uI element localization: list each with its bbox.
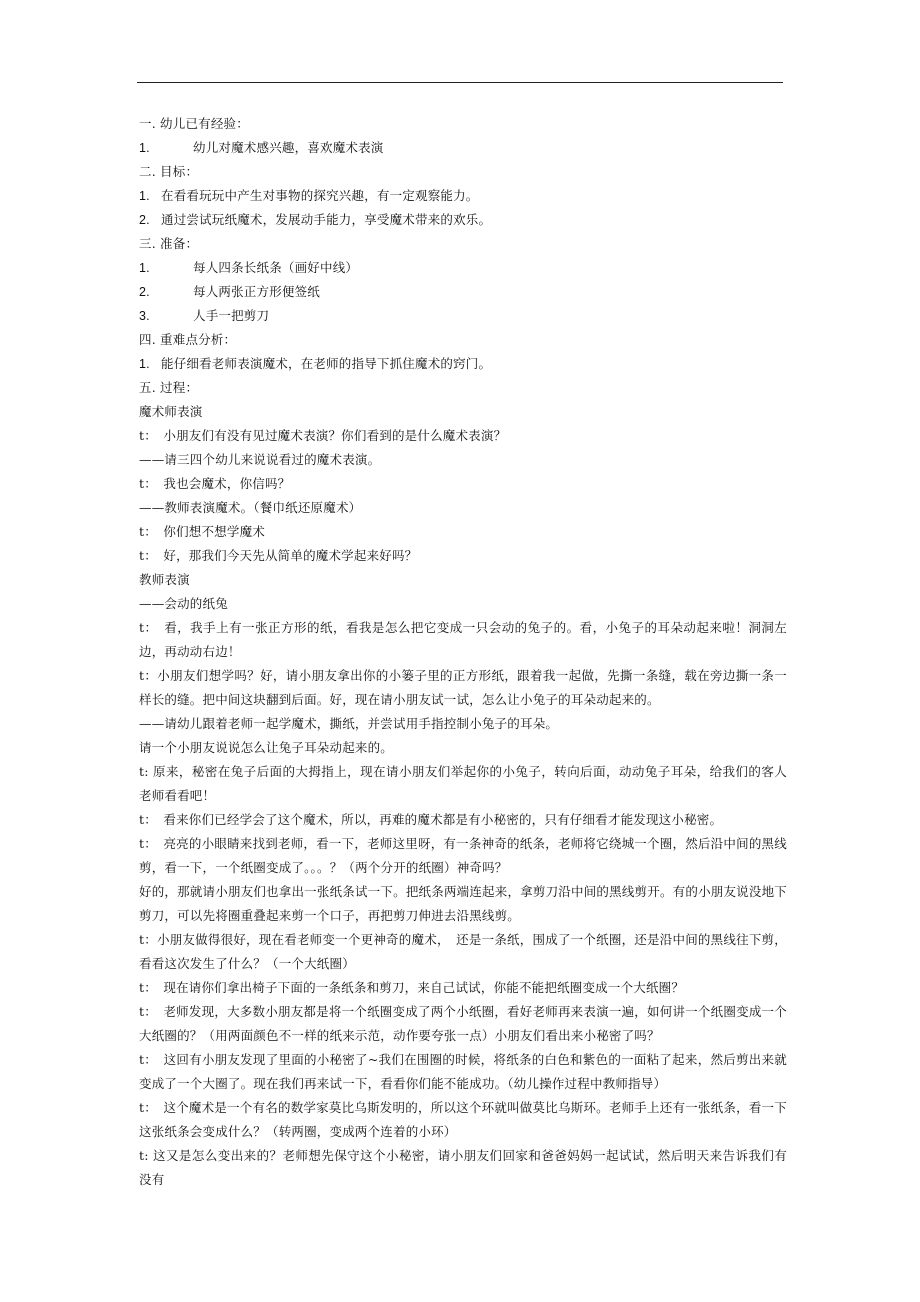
paragraph: t： 这回有小朋友发现了里面的小秘密了~我们在围圈的时候，将纸条的白色和紫色的一面粘了起来，然后剪出来就变成了一个大圈了。现在我们再来试一下，看看你们能不能成功。（幼儿操作过程中教师指导） [139, 1052, 787, 1091]
list-item [139, 280, 787, 304]
paragraph: t： 好，那我们今天先从简单的魔术学起来好吗？ [139, 548, 418, 563]
list-item [139, 136, 787, 160]
list-item [139, 256, 787, 280]
paragraph: t： 看，我手上有一张正方形的纸，看我是怎么把它变成一只会动的兔子的。看，小兔子的耳朵动起来啦！洞洞左边，再动动右边！ [139, 620, 787, 659]
paragraph: t： 现在请你们拿出椅子下面的一条纸条和剪刀，来自己试试，你能不能把纸圈变成一个大纸圈？ [139, 980, 685, 995]
list-item-number: 1. [139, 189, 150, 203]
paragraph: t： 看来你们已经学会了这个魔术，所以，再难的魔术都是有小秘密的，只有仔细看才能发现这小秘密。 [139, 812, 723, 827]
section-heading-prep: 三. 准备： [139, 236, 199, 251]
header-rule [137, 82, 783, 83]
list-item-number: 2. [139, 285, 150, 299]
list-item-text: 人手一把剪刀 [193, 308, 270, 323]
paragraph: 请一个小朋友说说怎么让兔子耳朵动起来的。 [139, 740, 394, 755]
list-item-number: 1. [139, 357, 150, 371]
list-item-number: 1. [139, 261, 150, 275]
paragraph: 魔术师表演 [139, 404, 203, 419]
section-heading-goals: 二. 目标： [139, 164, 199, 179]
paragraph: t: 原来，秘密在兔子后面的大拇指上，现在请小朋友们举起你的小兔子，转向后面，动动兔子耳朵，给我们的客人老师看看吧！ [139, 764, 787, 803]
list-item-text: 每人两张正方形便签纸 [193, 284, 321, 299]
paragraph: t： 这个魔术是一个有名的数学家莫比乌斯发明的，所以这个环就叫做莫比乌斯环。老师手上还有一张纸条，看一下这张纸条会变成什么？（转两圈，变成两个连着的小环） [139, 1100, 787, 1139]
paragraph: ——教师表演魔术。（餐巾纸还原魔术） [139, 500, 362, 515]
paragraph: t: 这又是怎么变出来的？老师想先保守这个小秘密，请小朋友们回家和爸爸妈妈一起试试，然后明天来告诉我们有没有 [139, 1148, 787, 1187]
list-item-number: 1. [139, 141, 150, 155]
paragraph: t：小朋友做得很好，现在看老师变一个更神奇的魔术， 还是一条纸，围成了一个纸圈，还是沿中间的黑线往下剪，看看这次发生了什么？（一个大纸圈） [139, 932, 787, 971]
paragraph: ——请三四个幼儿来说说看过的魔术表演。 [139, 452, 381, 467]
paragraph: ——会动的纸兔 [139, 596, 228, 611]
section-heading-analysis: 四. 重难点分析： [139, 332, 237, 347]
list-item-text: 在看看玩玩中产生对事物的探究兴趣，有一定观察能力。 [161, 188, 479, 203]
paragraph: t： 你们想不想学魔术 [139, 524, 265, 539]
list-item-text: 能仔细看老师表演魔术，在老师的指导下抓住魔术的窍门。 [161, 356, 492, 371]
paragraph: ——请幼儿跟着老师一起学魔术，撕纸，并尝试用手指控制小兔子的耳朵。 [139, 716, 559, 731]
list-item-number: 2. [139, 213, 150, 227]
list-item [139, 304, 787, 328]
paragraph: t： 小朋友们有没有见过魔术表演？你们看到的是什么魔术表演？ [139, 428, 507, 443]
paragraph: 好的，那就请小朋友们也拿出一张纸条试一下。把纸条两端连起来，拿剪刀沿中间的黑线剪开。有的小朋友说没地下剪刀，可以先将圈重叠起来剪一个口子，再把剪刀伸进去沿黑线剪。 [139, 884, 787, 923]
section-heading-process: 五. 过程： [139, 380, 199, 395]
paragraph: t： 老师发现，大多数小朋友都是将一个纸圈变成了两个小纸圈，看好老师再来表演一遍，如何讲一个纸圈变成一个大纸圈的？（用两面颜色不一样的纸来示范，动作要夸张一点）小朋友们看出来小秘密了吗？ [139, 1004, 787, 1043]
list-item-text: 每人四条长纸条（画好中线） [193, 260, 359, 275]
list-item [139, 208, 787, 232]
section-heading-experience: 一. 幼儿已有经验： [139, 116, 249, 131]
list-item [139, 352, 787, 376]
paragraph: t：小朋友们想学吗？好，请小朋友拿出你的小篓子里的正方形纸，跟着我一起做，先撕一条缝，载在旁边撕一条一样长的缝。把中间这块翻到后面。好，现在请小朋友试一试，怎么让小兔子的耳朵动起来的。 [139, 668, 787, 707]
list-item [139, 184, 787, 208]
document-body [139, 112, 787, 1192]
paragraph: t： 我也会魔术，你信吗？ [139, 476, 291, 491]
paragraph: 教师表演 [139, 572, 190, 587]
paragraph: t： 亮亮的小眼睛来找到老师，看一下，老师这里呀，有一条神奇的纸条，老师将它绕城一个圈，然后沿中间的黑线剪，看一下，一个纸圈变成了。。。？（两个分开的纸圈）神奇吗？ [139, 836, 787, 875]
list-item-text: 幼儿对魔术感兴趣，喜欢魔术表演 [193, 140, 384, 155]
list-item-text: 通过尝试玩纸魔术，发展动手能力，享受魔术带来的欢乐。 [161, 212, 492, 227]
list-item-number: 3. [139, 309, 150, 323]
